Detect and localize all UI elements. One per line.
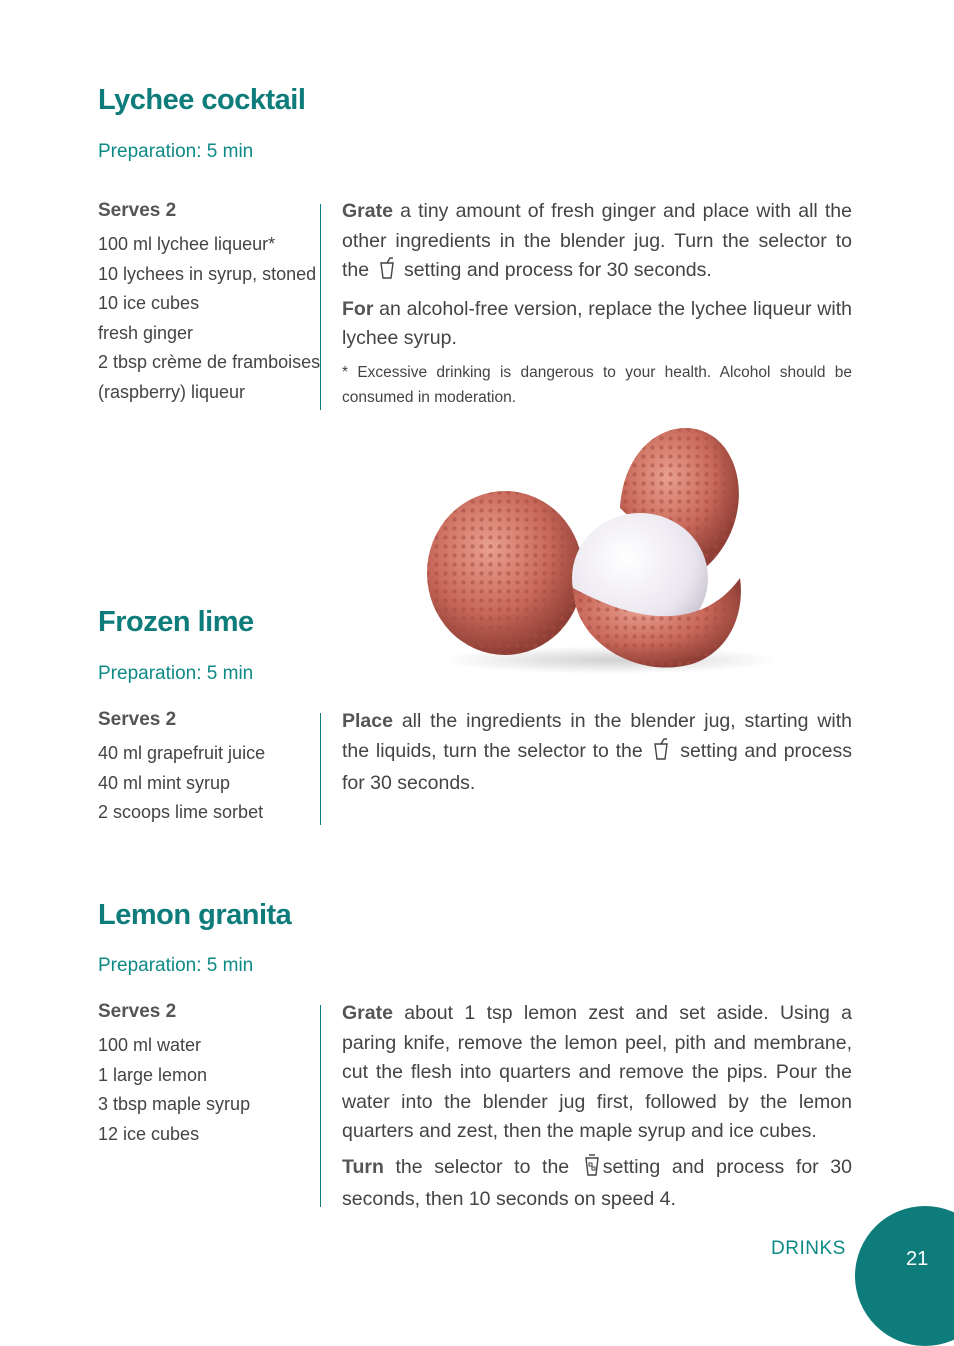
ingredient-item: 40 ml grapefruit juice <box>98 743 266 763</box>
serves-label: Serves 2 <box>98 200 177 221</box>
method-text <box>342 197 852 416</box>
column-divider <box>320 713 321 825</box>
ingredient-item: 100 ml lychee liqueur* <box>98 234 276 254</box>
page-number: 21 <box>906 1248 929 1270</box>
serves-label: Serves 2 <box>98 709 177 730</box>
ingredient-item: 10 lychees in syrup, stoned <box>98 263 317 284</box>
lychee-photo <box>405 398 800 683</box>
page-number-tab <box>855 1206 954 1346</box>
ingredient-list <box>98 739 320 828</box>
method-paragraph <box>342 1153 852 1215</box>
method-text <box>342 999 852 1221</box>
method-text-part: setting and process for 30 seconds. <box>398 259 712 281</box>
method-verb: Place <box>342 710 393 732</box>
ingredient-list <box>98 230 320 408</box>
ingredient-item: 40 ml mint syrup <box>98 772 231 793</box>
ingredient-item: (raspberry) liqueur <box>98 381 246 402</box>
section-label: DRINKS <box>771 1238 846 1259</box>
column-divider <box>320 1005 321 1207</box>
ice-drink-icon <box>377 257 397 289</box>
method-paragraph <box>342 999 852 1147</box>
preparation-time: Preparation: 5 min <box>98 141 254 162</box>
alcohol-warning-note: * Excessive drinking is dangerous to your health. Alcohol should be consumed in moderation. <box>342 363 852 406</box>
ingredient-item: 10 ice cubes <box>98 293 200 314</box>
column-divider <box>320 204 321 410</box>
recipe-title: Lemon granita <box>98 899 292 931</box>
ingredients-column <box>98 709 320 828</box>
ingredients-column <box>98 1001 320 1149</box>
ingredient-item: 100 ml water <box>98 1035 202 1055</box>
serves-label: Serves 2 <box>98 1001 177 1022</box>
recipe-title: Lychee cocktail <box>98 84 306 116</box>
ice-crush-icon <box>583 1154 601 1186</box>
method-verb: Grate <box>342 200 393 222</box>
method-paragraph <box>342 295 852 354</box>
method-text-part: the selector to the <box>383 1155 581 1178</box>
ingredient-list <box>98 1031 320 1149</box>
ingredient-item: 2 scoops lime sorbet <box>98 802 264 823</box>
method-paragraph <box>342 197 852 289</box>
recipe-title: Frozen lime <box>98 606 254 638</box>
ingredient-item: 3 tbsp maple syrup <box>98 1094 251 1115</box>
ingredient-item: fresh ginger <box>98 322 194 343</box>
method-verb: Grate <box>342 1002 393 1024</box>
method-text-part: setting and process for 30 seconds, then 10 seconds on speed 4. <box>342 1155 852 1210</box>
preparation-time: Preparation: 5 min <box>98 955 254 976</box>
method-text-part: setting and process for 30 seconds. <box>342 739 852 794</box>
method-paragraph <box>342 707 852 799</box>
method-text-part: an alcohol-free version, replace the lychee liqueur with lychee syrup. <box>342 297 852 349</box>
preparation-time: Preparation: 5 min <box>98 663 254 684</box>
ingredients-column <box>98 200 320 408</box>
ingredient-item: 1 large lemon <box>98 1064 208 1085</box>
method-verb: Turn <box>342 1155 384 1178</box>
method-text-part: a tiny amount of fresh ginger and place with all the other ingredients in the blender jug. Turn the selector to the <box>342 200 852 281</box>
method-text-part: about 1 tsp lemon zest and set aside. Using a paring knife, remove the lemon peel, pith and membrane, cut the flesh into quarters and remove the pips. Pour the water into the blender jug first, followed by the lemon quarters and zest, then the maple syrup and ice cubes. <box>342 1002 852 1142</box>
ice-drink-icon <box>651 738 671 770</box>
method-verb: For <box>342 297 374 320</box>
ingredient-item: 12 ice cubes <box>98 1123 200 1144</box>
method-text <box>342 707 852 805</box>
method-text-part: all the ingredients in the blender jug, starting with the liquids, turn the selector to the <box>342 710 852 762</box>
ingredient-item: 2 tbsp crème de framboises <box>98 352 321 373</box>
